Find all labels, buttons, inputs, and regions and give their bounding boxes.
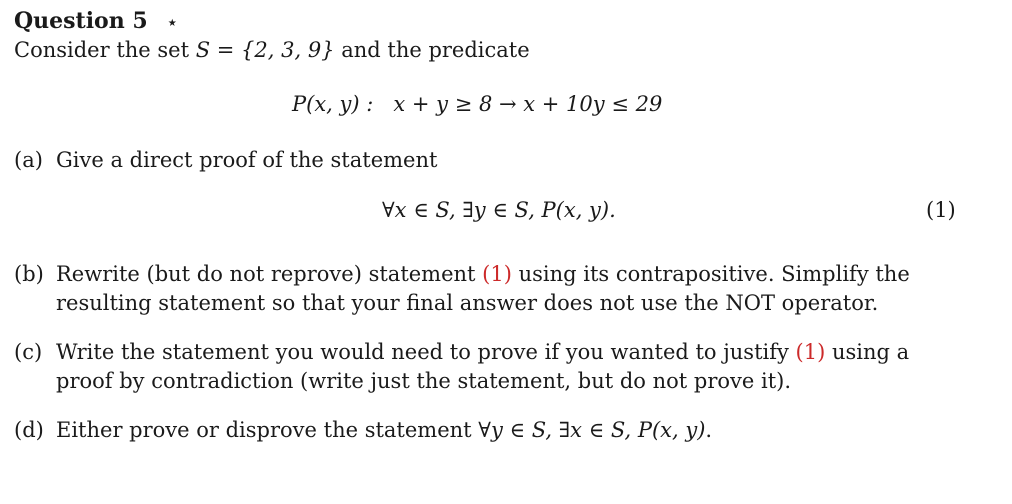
statement-1-formula: ∀x ∈ S, ∃y ∈ S, P(x, y). xyxy=(382,198,616,222)
part-a-text: Give a direct proof of the statement xyxy=(56,148,438,172)
statement-1-link[interactable]: (1) xyxy=(795,340,826,364)
part-b-text-pre: Rewrite (but do not reprove) statement xyxy=(56,262,483,286)
part-c-text-post: using a proof by contradiction (write just the statement, but do not prove it). xyxy=(56,340,910,393)
equation-number: (1) xyxy=(926,198,956,222)
part-d-text-post: . xyxy=(705,418,713,442)
part-d-formula: ∀y ∈ S, ∃x ∈ S, P(x, y) xyxy=(478,418,706,442)
intro-text-after: and the predicate xyxy=(334,38,530,62)
predicate-body: x + y ≥ 8 → x + 10y ≤ 29 xyxy=(393,92,663,116)
part-c-text-pre: Write the statement you would need to prove if you wanted to justify xyxy=(56,340,796,364)
part-a-label: (a) xyxy=(14,148,43,172)
part-b-text-post: using its contrapositive. Simplify the resulting statement so that your final answer does not use the NOT operator. xyxy=(56,262,910,315)
part-d-text xyxy=(56,416,968,445)
predicate-display xyxy=(292,92,662,116)
part-c-text xyxy=(56,338,968,396)
part-c-label: (c) xyxy=(14,340,43,364)
predicate-lhs: P(x, y) : xyxy=(292,92,374,116)
statement-1-link[interactable]: (1) xyxy=(482,262,512,286)
part-d-text-pre: Either prove or disprove the statement xyxy=(56,418,479,442)
part-b-label: (b) xyxy=(14,262,44,286)
intro-sentence xyxy=(14,38,530,62)
part-d-label: (d) xyxy=(14,418,44,442)
intro-text-before: Consider the set xyxy=(14,38,196,62)
star-icon: ⋆ xyxy=(166,10,179,34)
question-title: Question 5 xyxy=(14,8,148,34)
part-b-text xyxy=(56,260,968,318)
set-definition: S = {2, 3, 9} xyxy=(195,38,335,62)
